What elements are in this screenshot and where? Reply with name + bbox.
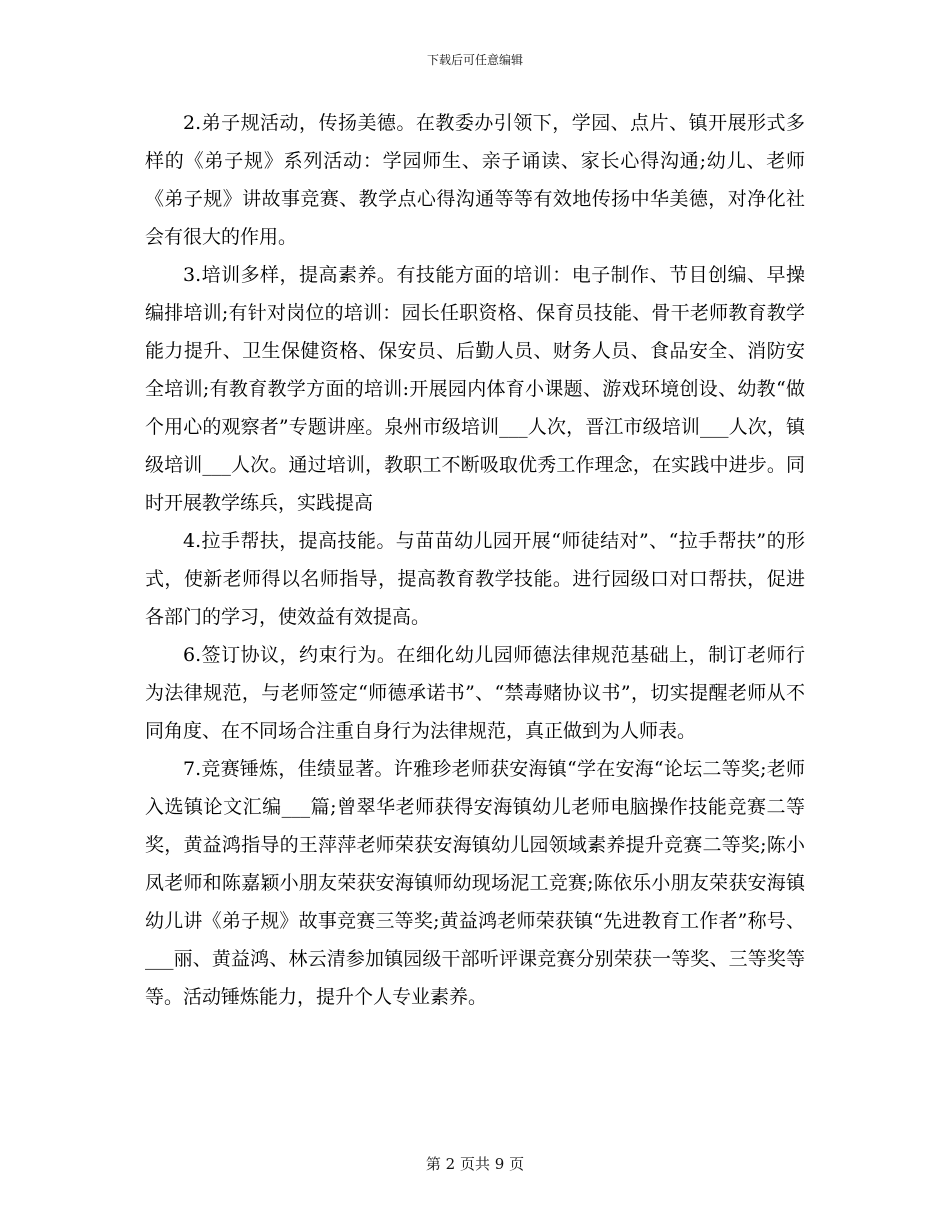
paragraph-item-3: 3.培训多样，提高素养。有技能方面的培训：电子制作、节目创编、早操编排培训;有针对岗位的培训：园长任职资格、保育员技能、骨干老师教育教学能力提升、卫生保健资格、保安员、后勤人员、财务人员、食品安全、消防安全培训;有教育教学方面的培训:开展园内体育小课题、游戏环境创设、幼教“做个用心的观察者”专题讲座。泉州市级培训___人次，晋江市级培训___人次，镇级培训___人次。通过培训，教职工不断吸取优秀工作理念，在实践中进步。同时开展教学练兵，实践提高 [145, 264, 805, 514]
page-header-note: 下载后可任意编辑 [426, 53, 523, 67]
paragraph-item-7: 7.竞赛锤炼，佳绩显著。许雅珍老师获安海镇“学在安海“论坛二等奖;老师入选镇论文汇编___篇;曾翠华老师获得安海镇幼儿老师电脑操作技能竞赛二等奖，黄益鸿指导的王萍萍老师荣获安海镇幼儿园领域素养提升竞赛二等奖;陈小凤老师和陈嘉颖小朋友荣获安海镇师幼现场泥工竞赛;陈依乐小朋友荣获安海镇幼儿讲《弟子规》故事竞赛三等奖;黄益鸿老师荣获镇“先进教育工作者”称号、___丽、黄益鸿、林云清参加镇园级干部听评课竞赛分别荣获一等奖、三等奖等等。活动锤炼能力，提升个人专业素养。 [145, 758, 805, 1008]
paragraph-item-4: 4.拉手帮扶，提高技能。与苗苗幼儿园开展“师徒结对”、“拉手帮扶”的形式，使新老师得以名师指导，提高教育教学技能。进行园级口对口帮扶，促进各部门的学习，使效益有效提高。 [145, 530, 805, 628]
document-body [145, 104, 805, 1016]
paragraph-item-2: 2.弟子规活动，传扬美德。在教委办引领下，学园、点片、镇开展形式多样的《弟子规》系列活动：学园师生、亲子诵读、家长心得沟通;幼儿、老师《弟子规》讲故事竞赛、教学点心得沟通等等有效地传扬中华美德，对净化社会有很大的作用。 [145, 112, 805, 248]
paragraph-item-6: 6.签订协议，约束行为。在细化幼儿园师德法律规范基础上，制订老师行为法律规范，与老师签定“师德承诺书”、“禁毒赌协议书”，切实提醒老师从不同角度、在不同场合注重自身行为法律规范，真正做到为人师表。 [145, 644, 805, 742]
page-number-footer: 第 2 页共 9 页 [425, 1155, 525, 1173]
